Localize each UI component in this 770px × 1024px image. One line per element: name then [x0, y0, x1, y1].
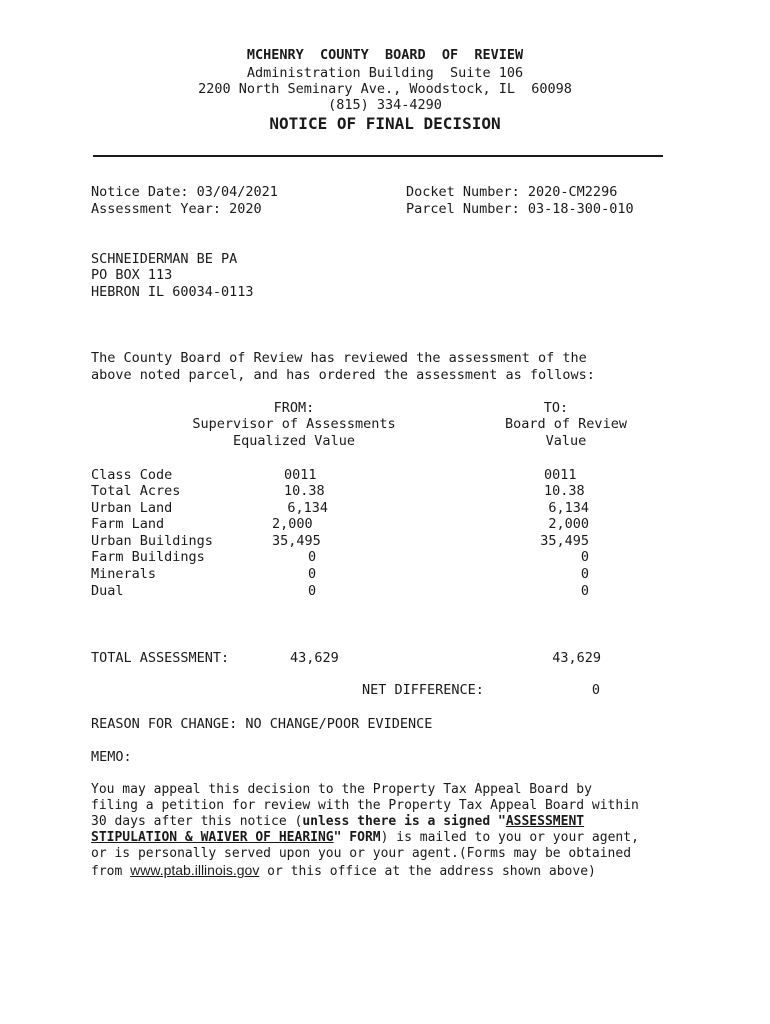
row-from-value: 10.38: [284, 483, 325, 499]
form-name-part-1: ASSESSMENT: [505, 814, 585, 829]
row-to-value: 0: [580, 566, 589, 582]
memo-label: MEMO:: [91, 749, 132, 765]
row-from-value: 0: [308, 583, 317, 599]
row-to-value: 2,000: [548, 516, 589, 532]
building-line: Administration Building Suite 106: [246, 65, 524, 81]
appeal-emphasis: unless there is a signed ": [302, 814, 506, 829]
recipient-address-1: PO BOX 113: [91, 267, 173, 283]
intro-line-2: above noted parcel, and has ordered the assessment as follows:: [91, 367, 595, 383]
row-from-value: 0: [308, 549, 317, 565]
row-label: Class Code: [91, 467, 173, 483]
appeal-text: from: [91, 864, 131, 879]
address-line: 2200 North Seminary Ave., Woodstock, IL 60098: [198, 81, 572, 97]
parcel-number: Parcel Number: 03-18-300-010: [406, 201, 634, 217]
row-to-value: 0: [580, 583, 589, 599]
appeal-line-2: filing a petition for review with the Property Tax Appeal Board within: [91, 798, 639, 813]
row-label: Farm Buildings: [91, 549, 205, 565]
reason-for-change: REASON FOR CHANGE: NO CHANGE/POOR EVIDENCE: [91, 716, 433, 732]
row-to-value: 35,495: [540, 533, 589, 549]
row-label: Minerals: [91, 566, 157, 582]
appeal-line-4: [91, 830, 639, 847]
from-subheading: Supervisor of Assessments: [192, 416, 396, 432]
appeal-text: ) is mailed to you or your agent,: [380, 830, 639, 845]
org-name: MCHENRY COUNTY BOARD OF REVIEW: [246, 47, 524, 63]
row-label: Urban Buildings: [91, 533, 213, 549]
phone-line: (815) 334-4290: [328, 97, 442, 113]
row-to-value: 0011: [544, 467, 577, 483]
total-assessment-label: TOTAL ASSESSMENT:: [91, 650, 230, 666]
appeal-text: or this office at the address shown above): [259, 864, 596, 879]
notice-date: Notice Date: 03/04/2021: [91, 184, 278, 200]
title-divider: [93, 155, 663, 157]
ptab-link[interactable]: www.ptab.illinois.gov: [130, 862, 260, 878]
total-from-value: 43,629: [290, 650, 339, 666]
from-heading: FROM:: [273, 400, 315, 416]
appeal-line-6: [91, 862, 596, 881]
assessment-year: Assessment Year: 2020: [91, 201, 262, 217]
row-from-value: 35,495: [272, 533, 321, 549]
to-heading: TO:: [543, 400, 569, 416]
row-from-value: 6,134: [287, 500, 328, 516]
to-value-type: Value: [545, 433, 587, 449]
net-difference-label: NET DIFFERENCE:: [362, 682, 484, 698]
row-from-value: 0: [308, 566, 317, 582]
intro-line-1: The County Board of Review has reviewed the assessment of the: [91, 350, 587, 366]
row-from-value: 2,000: [272, 516, 313, 532]
docket-number: Docket Number: 2020-CM2296: [406, 184, 618, 200]
row-label: Farm Land: [91, 516, 165, 532]
form-name-part-2: STIPULATION & WAIVER OF HEARING: [91, 830, 334, 845]
appeal-line-1: You may appeal this decision to the Property Tax Appeal Board by: [91, 782, 592, 797]
row-from-value: 0011: [284, 467, 317, 483]
row-label: Total Acres: [91, 483, 181, 499]
total-to-value: 43,629: [552, 650, 601, 666]
row-label: Urban Land: [91, 500, 173, 516]
appeal-line-5: or is personally served upon you or your agent.(Forms may be obtained: [91, 846, 632, 861]
to-subheading: Board of Review: [505, 416, 627, 432]
net-difference-value: 0: [591, 682, 600, 698]
appeal-text: 30 days after this notice (: [91, 814, 303, 829]
appeal-line-3: [91, 814, 584, 831]
recipient-address-2: HEBRON IL 60034-0113: [91, 284, 254, 300]
row-to-value: 0: [580, 549, 589, 565]
from-value-type: Equalized Value: [233, 433, 355, 449]
row-label: Dual: [91, 583, 124, 599]
row-to-value: 10.38: [544, 483, 585, 499]
page-title: NOTICE OF FINAL DECISION: [269, 114, 501, 133]
form-label: " FORM: [333, 830, 381, 845]
recipient-name: SCHNEIDERMAN BE PA: [91, 251, 238, 267]
row-to-value: 6,134: [548, 500, 589, 516]
